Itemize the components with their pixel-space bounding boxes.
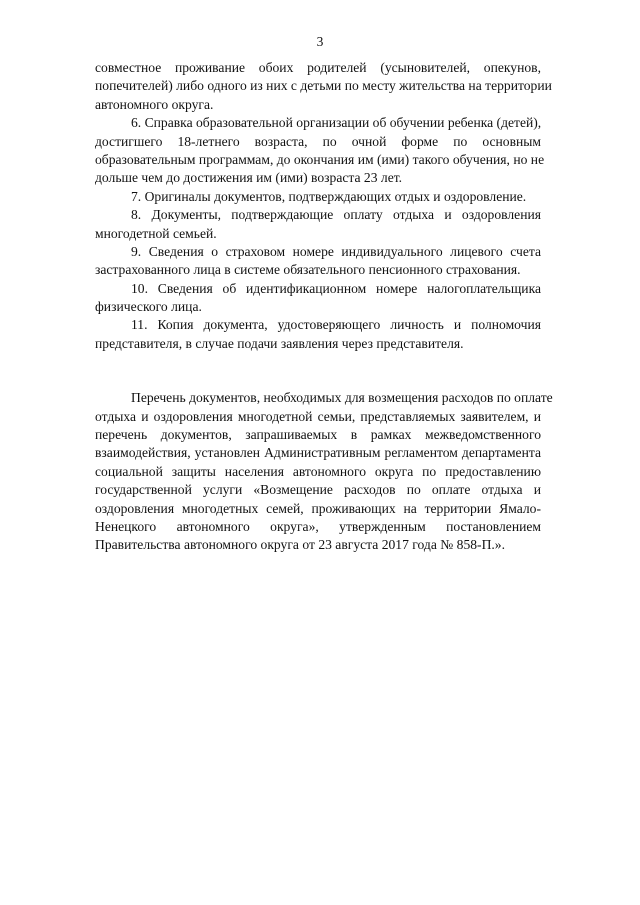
paragraph-spacer — [95, 353, 541, 389]
text-line: представителя, в случае подачи заявления через представителя. — [95, 335, 464, 351]
document-body — [95, 59, 553, 555]
text-line: образовательным программам, до окончания им (ими) такого обучения, но не — [95, 151, 545, 167]
text-line: 11. Копия документа, удостоверяющего личность и полномочия — [131, 317, 541, 333]
paragraph-item-11 — [95, 316, 541, 353]
text-line: перечень документов, запрашиваемых в рамках межведомственного — [95, 427, 541, 443]
text-line: взаимодействия, установлен Административным регламентом департамента — [95, 445, 541, 461]
paragraph-item-10 — [95, 280, 541, 317]
text-line: 8. Документы, подтверждающие оплату отдыха и оздоровления — [131, 207, 541, 223]
text-line: государственной услуги «Возмещение расходов по оплате отдыха и — [95, 482, 541, 498]
paragraph-final — [95, 389, 553, 555]
paragraph-item-9 — [95, 243, 541, 280]
text-line: многодетной семьей. — [95, 225, 217, 241]
paragraph-continuation — [95, 59, 552, 114]
text-line: Перечень документов, необходимых для возмещения расходов по оплате — [131, 390, 553, 406]
text-line: совместное проживание обоих родителей (усыновителей, опекунов, — [95, 60, 541, 75]
paragraph-item-6 — [95, 114, 545, 188]
text-line: социальной защиты населения автономного округа по предоставлению — [95, 463, 541, 479]
text-line: Ненецкого автономного округа», утвержденным постановлением — [95, 518, 541, 534]
text-line: отдыха и оздоровления многодетной семьи, представляемых заявителем, и — [95, 408, 541, 424]
text-line: 9. Сведения о страховом номере индивидуального лицевого счета — [131, 243, 541, 259]
text-line: автономного округа. — [95, 96, 214, 112]
text-line: оздоровления многодетных семей, проживающих на территории Ямало- — [95, 500, 541, 516]
text-line: 7. Оригиналы документов, подтверждающих отдых и оздоровление. — [131, 188, 527, 204]
text-line: достигшего 18-летнего возраста, по очной форме по основным — [95, 133, 541, 149]
text-line: дольше чем до достижения им (ими) возраста 23 лет. — [95, 170, 403, 186]
text-line: попечителей) либо одного из них с детьми по месту жительства на территории — [95, 78, 552, 94]
text-line: 10. Сведения об идентификационном номере налогоплательщика — [131, 280, 541, 296]
text-line: 6. Справка образовательной организации об обучении ребенка (детей), — [131, 115, 542, 131]
page-number: 3 — [316, 34, 324, 49]
text-line: Правительства автономного округа от 23 августа 2017 года № 858-П.». — [95, 537, 505, 553]
text-line: застрахованного лица в системе обязательного пенсионного страхования. — [95, 262, 521, 278]
text-line: физического лица. — [95, 299, 202, 315]
paragraph-item-7 — [95, 188, 541, 206]
paragraph-item-8 — [95, 206, 541, 243]
